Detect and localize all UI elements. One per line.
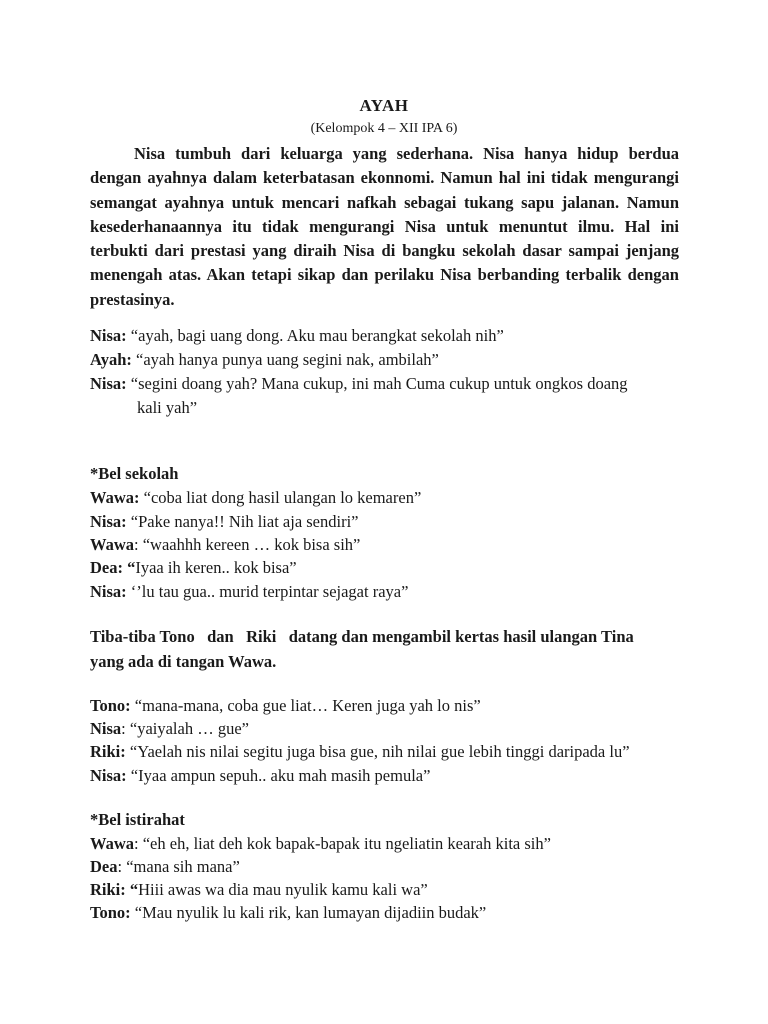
dialogue-continuation: kali yah”	[137, 398, 198, 417]
dialogue-text: : “eh eh, liat deh kok bapak-bapak itu ngeliatin kearah kita sih”	[134, 834, 551, 853]
document-title: AYAH	[359, 96, 409, 115]
document-subtitle: (Kelompok 4 – XII IPA 6)	[310, 121, 458, 136]
dialogue-line	[90, 740, 710, 764]
dialogue-text: Hiii awas wa dia mau nyulik kamu kali wa”	[138, 880, 428, 899]
speaker-name: Dea	[90, 857, 118, 876]
dialogue-line	[90, 324, 710, 348]
dialogue-line	[90, 901, 710, 925]
dialogue-line	[90, 486, 710, 510]
dialogue-text: “Pake nanya!! Nih liat aja sendiri”	[126, 512, 359, 531]
speaker-name: Riki: “	[90, 880, 139, 899]
dialogue-line	[90, 878, 710, 902]
narration-paragraph: Nisa tumbuh dari keluarga yang sederhana. Nisa hanya hidup berdua dengan ayahnya dalam keterbatasan ekonnomi. Namun hal ini tidak mengurangi semangat ayahnya untuk mencari nafkah sebagai tukang sapu jalanan. Namun kesederhanaannya itu tidak mengurangi Nisa untuk menuntut ilmu. Hal ini terbukti dari prestasi yang diraih Nisa di bangku sekolah dasar sampai jenjang menengah atas. Akan tetapi sikap dan perilaku Nisa berbanding terbalik dengan prestasinya.	[90, 144, 679, 309]
dialogue-line	[90, 533, 710, 557]
dialogue-text: “mana-mana, coba gue liat… Keren juga yah lo nis”	[130, 696, 481, 715]
speaker-name: Wawa:	[90, 488, 140, 507]
speaker-name: Wawa	[90, 834, 135, 853]
dialogue-line	[90, 764, 710, 788]
speaker-name: Nisa:	[90, 766, 127, 785]
dialogue-line	[90, 556, 710, 580]
dialogue-line	[90, 832, 710, 856]
dialogue-text: “ayah, bagi uang dong. Aku mau berangkat sekolah nih”	[126, 326, 504, 345]
speaker-name: Wawa	[90, 535, 135, 554]
speaker-name: Nisa:	[90, 582, 127, 601]
speaker-name: Tono:	[90, 696, 131, 715]
dialogue-line	[90, 372, 710, 420]
speaker-name: Tono:	[90, 903, 131, 922]
dialogue-text: “coba liat dong hasil ulangan lo kemaren”	[139, 488, 422, 507]
dialogue-line	[90, 717, 710, 741]
dialogue-text: : “mana sih mana”	[117, 857, 240, 876]
scene-heading: *Bel istirahat	[90, 810, 185, 829]
dialogue-line	[90, 510, 710, 534]
dialogue-line	[90, 348, 710, 372]
dialogue-text: : “yaiyalah … gue”	[121, 719, 249, 738]
dialogue-text: “ayah hanya punya uang segini nak, ambilah”	[131, 350, 439, 369]
dialogue-text: ‘’lu tau gua.. murid terpintar sejagat raya”	[126, 582, 409, 601]
scene-heading: *Bel sekolah	[90, 464, 179, 483]
dialogue-text: Iyaa ih keren.. kok bisa”	[135, 558, 297, 577]
dialogue-line	[90, 694, 710, 718]
speaker-name: Nisa	[90, 719, 122, 738]
speaker-name: Nisa:	[90, 512, 127, 531]
speaker-name: Nisa:	[90, 326, 127, 345]
speaker-name: Ayah:	[90, 350, 132, 369]
stage-direction: Tiba-tiba Tono dan Riki datang dan mengambil kertas hasil ulangan Tina yang ada di tangan Wawa.	[90, 627, 634, 671]
speaker-name: Dea: “	[90, 558, 136, 577]
dialogue-text: : “waahhh kereen … kok bisa sih”	[134, 535, 361, 554]
dialogue-text: “segini doang yah? Mana cukup, ini mah Cuma cukup untuk ongkos doang	[126, 374, 628, 393]
dialogue-text: “Yaelah nis nilai segitu juga bisa gue, nih nilai gue lebih tinggi daripada lu”	[125, 742, 630, 761]
dialogue-line	[90, 855, 710, 879]
dialogue-line	[90, 580, 710, 604]
speaker-name: Nisa:	[90, 374, 127, 393]
speaker-name: Riki:	[90, 742, 126, 761]
dialogue-text: “Mau nyulik lu kali rik, kan lumayan dijadiin budak”	[130, 903, 487, 922]
dialogue-text: “Iyaa ampun sepuh.. aku mah masih pemula”	[126, 766, 431, 785]
